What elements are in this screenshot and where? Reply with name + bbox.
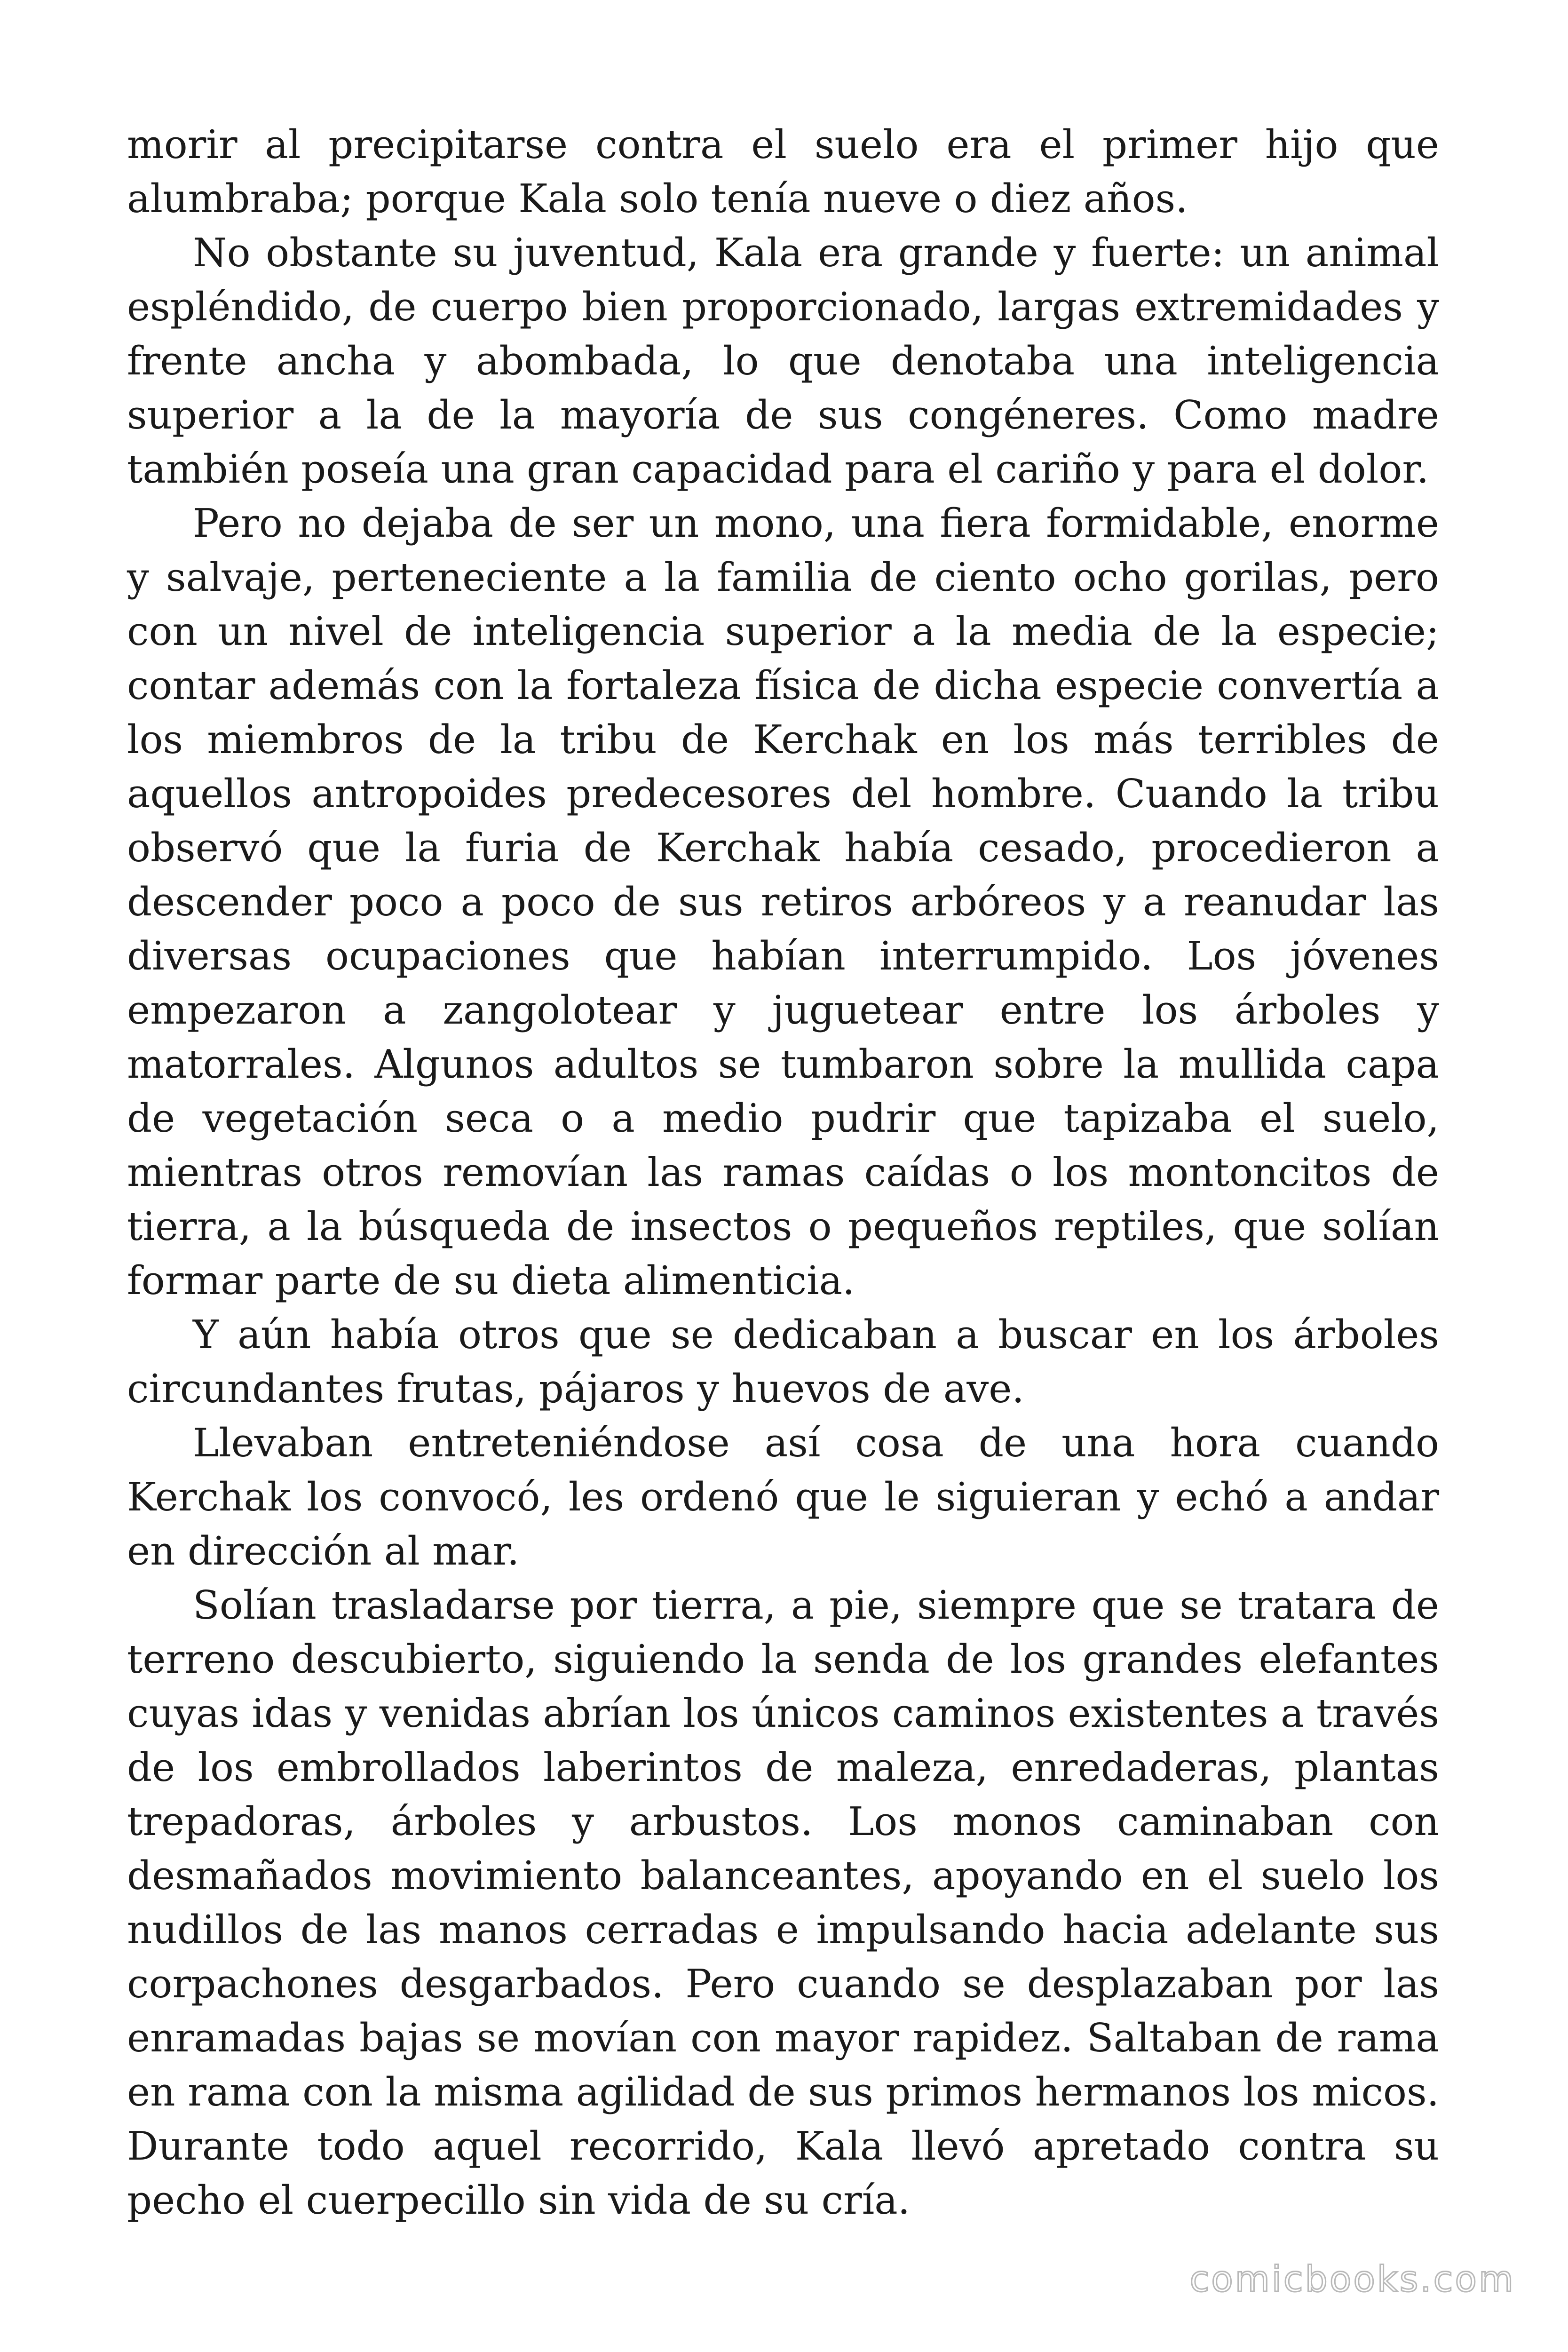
paragraph-3: Pero no dejaba de ser un mono, una fiera formidable, enorme y salvaje, perteneciente a la familia de ciento ocho gorilas, pero con un nivel de inteligencia superior a la media de la especie; contar además con la fortaleza física de dicha especie convertía a los miembros de la tribu de Kerchak en los más terribles de aquellos antropoides predecesores del hombre. Cuando la tribu observó que la furia de Kerchak había cesado, procedieron a descender poco a poco de sus retiros arbóreos y a reanudar las diversas ocupaciones que habían interrumpido. Los jóvenes empezaron a zangolotear y juguetear entre los árboles y matorrales. Algunos adultos se tumbaron sobre la mullida capa de vegetación seca o a medio pudrir que tapizaba el suelo, mientras otros removían las ramas caídas o los montoncitos de tierra, a la búsqueda de insectos o pequeños reptiles, que solían formar parte de su dieta alimenticia.: [127, 501, 1439, 1303]
paragraph-2: No obstante su juventud, Kala era grande y fuerte: un animal espléndido, de cuerpo bien proporcionado, largas extremidades y frente ancha y abombada, lo que denotaba una inteligencia superior a la de la mayoría de sus congéneres. Como madre también poseía una gran capacidad para el cariño y para el dolor.: [127, 230, 1439, 492]
page-body: [127, 118, 1439, 2227]
paragraph-4: Y aún había otros que se dedicaban a buscar en los árboles circundantes frutas, pájaros y huevos de ave.: [127, 1312, 1439, 1412]
paragraph-1: morir al precipitarse contra el suelo era el primer hijo que alumbraba; porque Kala solo tenía nueve o diez años.: [127, 122, 1439, 222]
paragraph-6: Solían trasladarse por tierra, a pie, siempre que se tratara de terreno descubierto, siguiendo la senda de los grandes elefantes cuyas idas y venidas abrían los únicos caminos existentes a través de los embrollados laberintos de maleza, enredaderas, plantas trepadoras, árboles y arbustos. Los monos caminaban con desmañados movimiento balanceantes, apoyando en el suelo los nudillos de las manos cerradas e impulsando hacia adelante sus corpachones desgarbados. Pero cuando se desplazaban por las enramadas bajas se movían con mayor rapidez. Saltaban de rama en rama con la misma agilidad de sus primos hermanos los micos. Durante todo aquel recorrido, Kala llevó apretado contra su pecho el cuerpecillo sin vida de su cría.: [127, 1582, 1439, 2223]
watermark: comicbooks.com: [1189, 2258, 1515, 2300]
paragraph-5: Llevaban entreteniéndose así cosa de una hora cuando Kerchak los convocó, les ordenó que le siguieran y echó a andar en dirección al mar.: [127, 1420, 1439, 1574]
